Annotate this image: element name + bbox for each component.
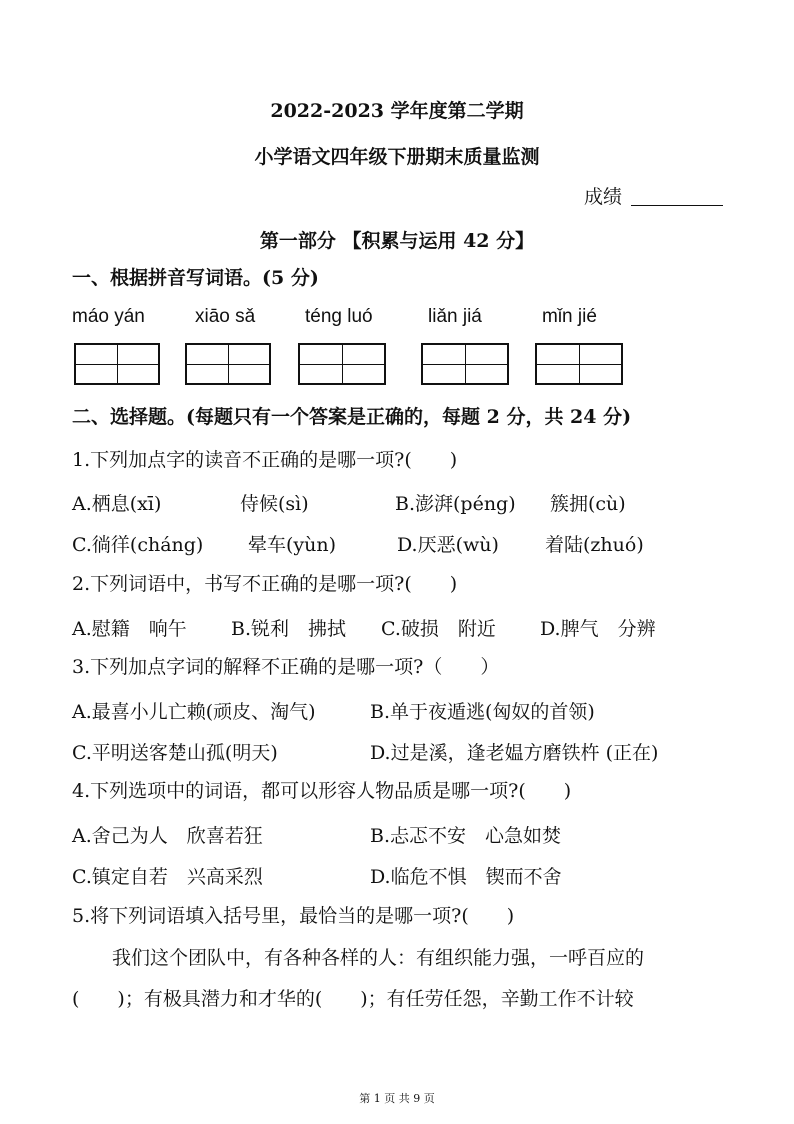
q4-option-d[interactable]: D.临危不惧 锲而不舍: [370, 866, 562, 888]
q1-option-a1[interactable]: A.栖息(xī): [72, 493, 162, 515]
answer-grid-4[interactable]: [421, 343, 509, 385]
q1-option-d1[interactable]: D.厌恶(wù): [397, 534, 499, 556]
answer-grid-5[interactable]: [535, 343, 623, 385]
score-blank[interactable]: [631, 205, 723, 206]
pinyin-4: liǎn jiá: [428, 306, 482, 327]
q3-option-c[interactable]: C.平明送客楚山孤(明天): [72, 742, 278, 764]
q3-option-d[interactable]: D.过是溪，逢老媪方磨铁杵 (正在): [370, 742, 659, 764]
q1-option-d2[interactable]: 着陆(zhuó): [545, 534, 644, 556]
q1-option-a2[interactable]: 侍候(sì): [240, 493, 309, 515]
pinyin-1: máo yán: [72, 306, 145, 327]
pinyin-2: xiāo sǎ: [195, 306, 256, 327]
q1-option-b2[interactable]: 簇拥(cù): [550, 493, 626, 515]
question-4: 4.下列选项中的词语，都可以形容人物品质是哪一项?( ): [72, 780, 572, 802]
q1-option-c2[interactable]: 晕车(yùn): [248, 534, 337, 556]
part-title: 第一部分 【积累与运用 42 分】: [259, 230, 535, 252]
pinyin-5: mǐn jié: [542, 306, 597, 327]
section-2-title: 二、选择题。(每题只有一个答案是正确的，每题 2 分，共 24 分): [72, 406, 632, 428]
school-year-title: 2022-2023 学年度第二学期: [270, 100, 524, 122]
question-5: 5.将下列词语填入括号里，最恰当的是哪一项?( ): [72, 905, 515, 927]
q4-option-c[interactable]: C.镇定自若 兴高采烈: [72, 866, 263, 888]
answer-grid-3[interactable]: [298, 343, 386, 385]
q5-passage-line-2: ( )；有极具潜力和才华的( )；有任劳任怨，辛勤工作不计较: [72, 988, 634, 1010]
page-number: 第 1 页 共 9 页: [359, 1092, 435, 1105]
q2-option-b[interactable]: B.锐利 拂拭: [231, 618, 347, 640]
q3-option-b[interactable]: B.单于夜遁逃(匈奴的首领): [370, 701, 595, 723]
section-1-title: 一、根据拼音写词语。(5 分): [72, 267, 319, 289]
question-2: 2.下列词语中，书写不正确的是哪一项?( ): [72, 573, 458, 595]
answer-grid-1[interactable]: [74, 343, 160, 385]
q1-option-c1[interactable]: C.徜徉(cháng): [72, 534, 204, 556]
q2-option-c[interactable]: C.破损 附近: [381, 618, 496, 640]
q1-option-b1[interactable]: B.澎湃(péng): [395, 493, 516, 515]
pinyin-3: téng luó: [305, 306, 373, 327]
q3-option-a[interactable]: A.最喜小儿亡赖(顽皮、淘气): [72, 701, 316, 723]
question-3: 3.下列加点字词的解释不正确的是哪一项?（ ）: [72, 656, 500, 678]
q2-option-a[interactable]: A.慰籍 响午: [72, 618, 187, 640]
q2-option-d[interactable]: D.脾气 分辨: [540, 618, 656, 640]
score-label: 成绩: [584, 186, 623, 208]
q5-passage-line-1: 我们这个团队中，有各种各样的人：有组织能力强，一呼百应的: [112, 947, 645, 969]
answer-grid-2[interactable]: [185, 343, 271, 385]
q4-option-a[interactable]: A.舍己为人 欣喜若狂: [72, 825, 263, 847]
exam-title: 小学语文四年级下册期末质量监测: [254, 146, 540, 168]
question-1: 1.下列加点字的读音不正确的是哪一项?( ): [72, 449, 458, 471]
q4-option-b[interactable]: B.忐忑不安 心急如焚: [370, 825, 562, 847]
